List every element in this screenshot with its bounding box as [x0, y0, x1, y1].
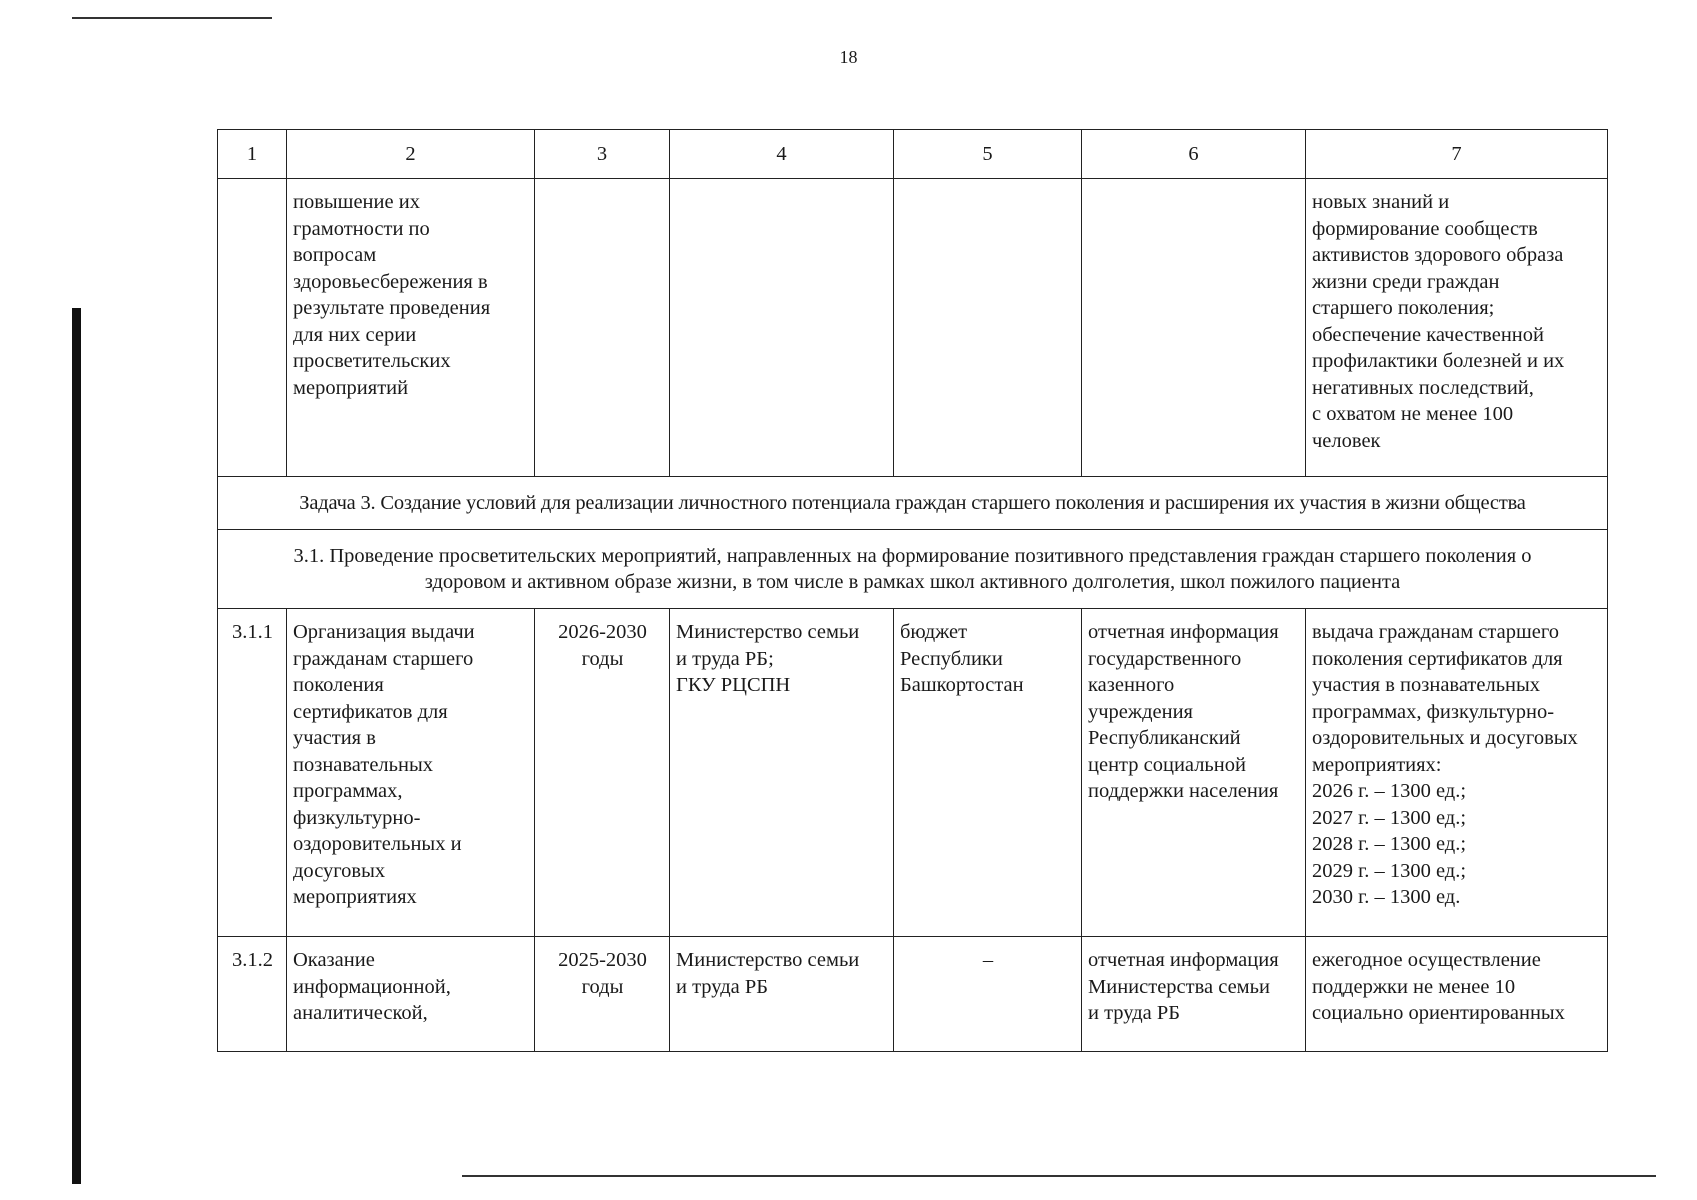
item-number-cell: 3.1.1	[218, 609, 287, 937]
header-cell-1: 1	[218, 130, 287, 179]
text-line: Оказание	[293, 949, 375, 971]
text-line: программах, физкультурно-	[1312, 700, 1555, 723]
text-line: Министерство семьи	[676, 621, 860, 643]
item-executor-cell	[670, 609, 894, 937]
text-line: поддержки населения	[1088, 780, 1279, 802]
cont-period-cell	[535, 179, 670, 477]
text-line: обеспечение качественной	[1312, 323, 1544, 346]
header-cell-5: 5	[894, 130, 1082, 179]
text-line: новых знаний и	[1312, 191, 1450, 213]
item-number-cell: 3.1.2	[218, 937, 287, 1052]
text-line: участия в	[293, 727, 376, 749]
text-line: –	[982, 949, 994, 971]
text-line: годы	[581, 975, 624, 998]
text-line: 2030 г. – 1300 ед.	[1312, 886, 1461, 908]
cont-info-cell	[1082, 179, 1306, 477]
header-cell-3: 3	[535, 130, 670, 179]
text-line: 2025-2030	[558, 949, 647, 971]
text-line: и труда РБ	[1088, 1002, 1181, 1024]
text-line: выдача гражданам старшего	[1312, 621, 1560, 643]
subtask-heading	[218, 530, 1608, 609]
text-line: мероприятиях	[293, 886, 417, 908]
text-line: гражданам старшего	[293, 647, 474, 670]
text-line: программах,	[293, 780, 403, 802]
text-line: бюджет	[900, 621, 968, 643]
text-line: казенного	[1088, 674, 1175, 696]
task-heading: Задача 3. Создание условий для реализации личностного потенциала граждан старшего поколения и расширения их участия в жизни общества	[218, 477, 1608, 530]
cont-num-cell	[218, 179, 287, 477]
text-line: Республиканский	[1088, 727, 1241, 749]
text-line: жизни среди граждан	[1312, 270, 1500, 293]
text-line: мероприятиях:	[1312, 753, 1442, 776]
text-line: и труда РБ	[676, 975, 769, 998]
item-result-cell	[1306, 937, 1608, 1052]
text-line: аналитической,	[293, 1002, 428, 1024]
subtask-heading-row	[218, 530, 1608, 609]
text-line: человек	[1312, 429, 1381, 452]
text-line: просветительских	[293, 350, 451, 372]
text-line: результате проведения	[293, 297, 491, 319]
program-table	[217, 129, 1608, 1052]
text-line: поколения сертификатов для	[1312, 647, 1563, 670]
item-name-cell	[287, 937, 535, 1052]
text-line: здоровьесбережения в	[293, 270, 488, 293]
task-heading-row	[218, 477, 1608, 530]
text-line: грамотности по	[293, 217, 430, 240]
text-line: 2029 г. – 1300 ед.;	[1312, 859, 1467, 882]
text-line: старшего поколения;	[1312, 297, 1495, 319]
text-line: оздоровительных и	[293, 833, 462, 855]
item-info-cell	[1082, 609, 1306, 937]
text-line: 3.1. Проведение просветительских мероприятий, направленных на формирование позитивного представления граждан старшего поколения о	[293, 544, 1532, 567]
text-line: сертификатов для	[293, 700, 448, 723]
text-line: Министерства семьи	[1088, 975, 1270, 998]
text-line: отчетная информация	[1088, 949, 1279, 971]
text-line: поколения	[293, 674, 384, 696]
text-line: мероприятий	[293, 376, 409, 399]
item-result-cell	[1306, 609, 1608, 937]
text-line: вопросам	[293, 244, 377, 266]
text-line: центр социальной	[1088, 753, 1246, 776]
scan-binding-edge	[72, 308, 81, 1184]
cont-executor-cell	[670, 179, 894, 477]
text-line: ГКУ РЦСПН	[676, 674, 791, 696]
cont-name-cell	[287, 179, 535, 477]
table-header-row	[218, 130, 1608, 179]
header-cell-2: 2	[287, 130, 535, 179]
text-line: 2026 г. – 1300 ед.;	[1312, 780, 1467, 802]
header-cell-7: 7	[1306, 130, 1608, 179]
text-line: досуговых	[293, 859, 386, 882]
text-line: и труда РБ;	[676, 647, 774, 670]
text-line: 2027 г. – 1300 ед.;	[1312, 806, 1467, 829]
text-line: познавательных	[293, 753, 433, 776]
text-line: Организация выдачи	[293, 621, 475, 643]
item-source-cell	[894, 937, 1082, 1052]
text-line: повышение их	[293, 191, 420, 213]
text-line: негативных последствий,	[1312, 376, 1534, 399]
header-cell-4: 4	[670, 130, 894, 179]
text-line: Республики	[900, 647, 1003, 670]
text-line: социально ориентированных	[1312, 1002, 1565, 1024]
text-line: отчетная информация	[1088, 621, 1279, 643]
text-line: формирование сообществ	[1312, 217, 1538, 240]
page-number: 18	[839, 47, 858, 67]
text-line: 2026-2030	[558, 621, 647, 643]
text-line: для них серии	[293, 323, 417, 346]
continuation-row	[218, 179, 1608, 477]
table-row	[218, 609, 1608, 937]
text-line: профилактики болезней и их	[1312, 350, 1565, 372]
text-line: оздоровительных и досуговых	[1312, 727, 1578, 749]
item-executor-cell	[670, 937, 894, 1052]
table-row	[218, 937, 1608, 1052]
text-line: 2028 г. – 1300 ед.;	[1312, 833, 1467, 855]
item-name-cell	[287, 609, 535, 937]
text-line: с охватом не менее 100	[1312, 403, 1514, 425]
text-line: Министерство семьи	[676, 949, 860, 971]
text-line: Башкортостан	[900, 674, 1024, 696]
cont-source-cell	[894, 179, 1082, 477]
item-period-cell	[535, 937, 670, 1052]
item-source-cell	[894, 609, 1082, 937]
scan-top-rule	[72, 17, 272, 19]
text-line: государственного	[1088, 647, 1242, 670]
text-line: здоровом и активном образе жизни, в том числе в рамках школ активного долголетия, школ пожилого пациента	[424, 571, 1401, 593]
cont-result-cell	[1306, 179, 1608, 477]
text-line: физкультурно-	[293, 806, 421, 829]
text-line: информационной,	[293, 975, 451, 998]
text-line: учреждения	[1088, 700, 1193, 723]
text-line: ежегодное осуществление	[1312, 949, 1541, 971]
text-line: поддержки не менее 10	[1312, 975, 1516, 998]
header-cell-6: 6	[1082, 130, 1306, 179]
text-line: активистов здорового образа	[1312, 244, 1564, 266]
item-period-cell	[535, 609, 670, 937]
text-line: годы	[581, 647, 624, 670]
scan-bottom-rule	[462, 1175, 1656, 1177]
item-info-cell	[1082, 937, 1306, 1052]
text-line: участия в познавательных	[1312, 674, 1541, 696]
